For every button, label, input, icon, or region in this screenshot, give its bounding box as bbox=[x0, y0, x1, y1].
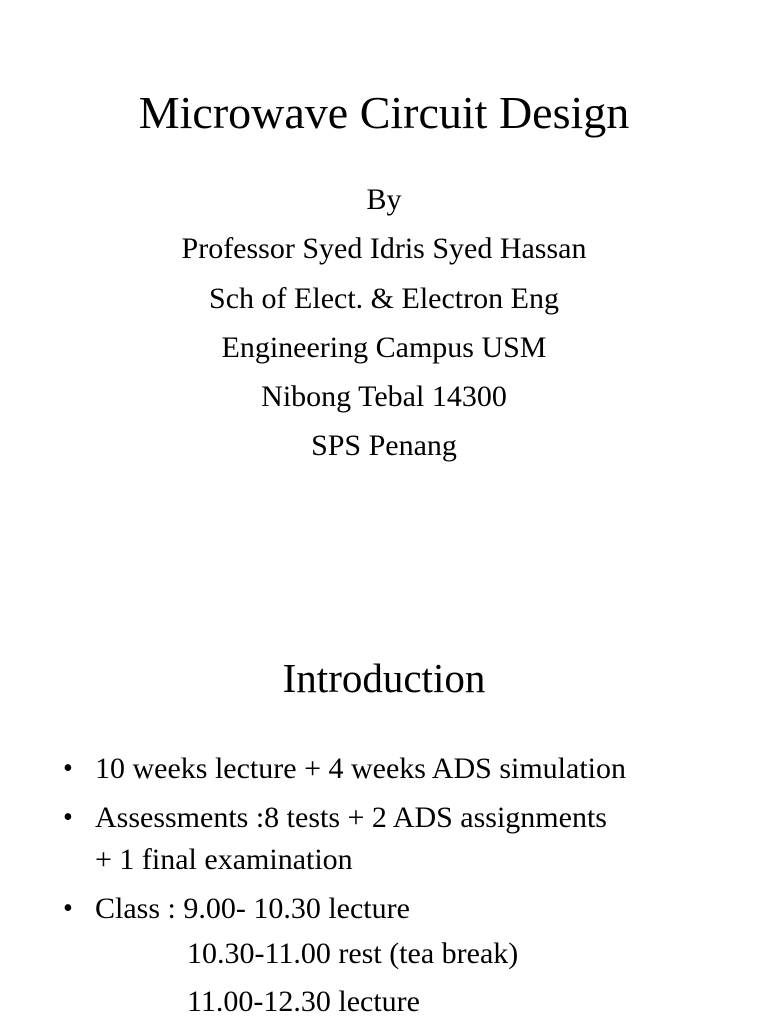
author-name: Professor Syed Idris Syed Hassan bbox=[181, 232, 587, 266]
author-info bbox=[0, 180, 768, 476]
author-state: SPS Penang bbox=[311, 429, 457, 463]
bullet-text: 10 weeks lecture + 4 weeks ADS simulation bbox=[95, 752, 626, 785]
bullet-dot: • bbox=[63, 753, 73, 784]
bullet-assessments bbox=[0, 797, 768, 881]
bullet-text: Assessments :8 tests + 2 ADS assignments bbox=[95, 801, 607, 834]
slide-title-heading: Microwave Circuit Design bbox=[138, 87, 630, 138]
bullet-text: Class : 9.00- 10.30 lecture bbox=[95, 892, 410, 925]
bullet-dot: • bbox=[63, 802, 73, 833]
bullet-class-schedule bbox=[0, 888, 768, 1026]
schedule-second-lecture: 11.00-12.30 lecture bbox=[187, 985, 420, 1018]
author-campus: Engineering Campus USM bbox=[221, 330, 547, 364]
bullet-lecture-weeks bbox=[0, 748, 768, 790]
author-line-by: By bbox=[366, 183, 402, 216]
bullet-dot: • bbox=[63, 893, 73, 924]
introduction-heading: Introduction bbox=[282, 655, 486, 701]
schedule-tea-break: 10.30-11.00 rest (tea break) bbox=[187, 937, 519, 970]
introduction-bullets bbox=[0, 748, 768, 1033]
author-town: Nibong Tebal 14300 bbox=[261, 380, 507, 414]
slide-introduction bbox=[0, 560, 768, 1024]
bullet-text-continued: + 1 final examination bbox=[95, 843, 353, 876]
author-school: Sch of Elect. & Electron Eng bbox=[209, 281, 559, 315]
